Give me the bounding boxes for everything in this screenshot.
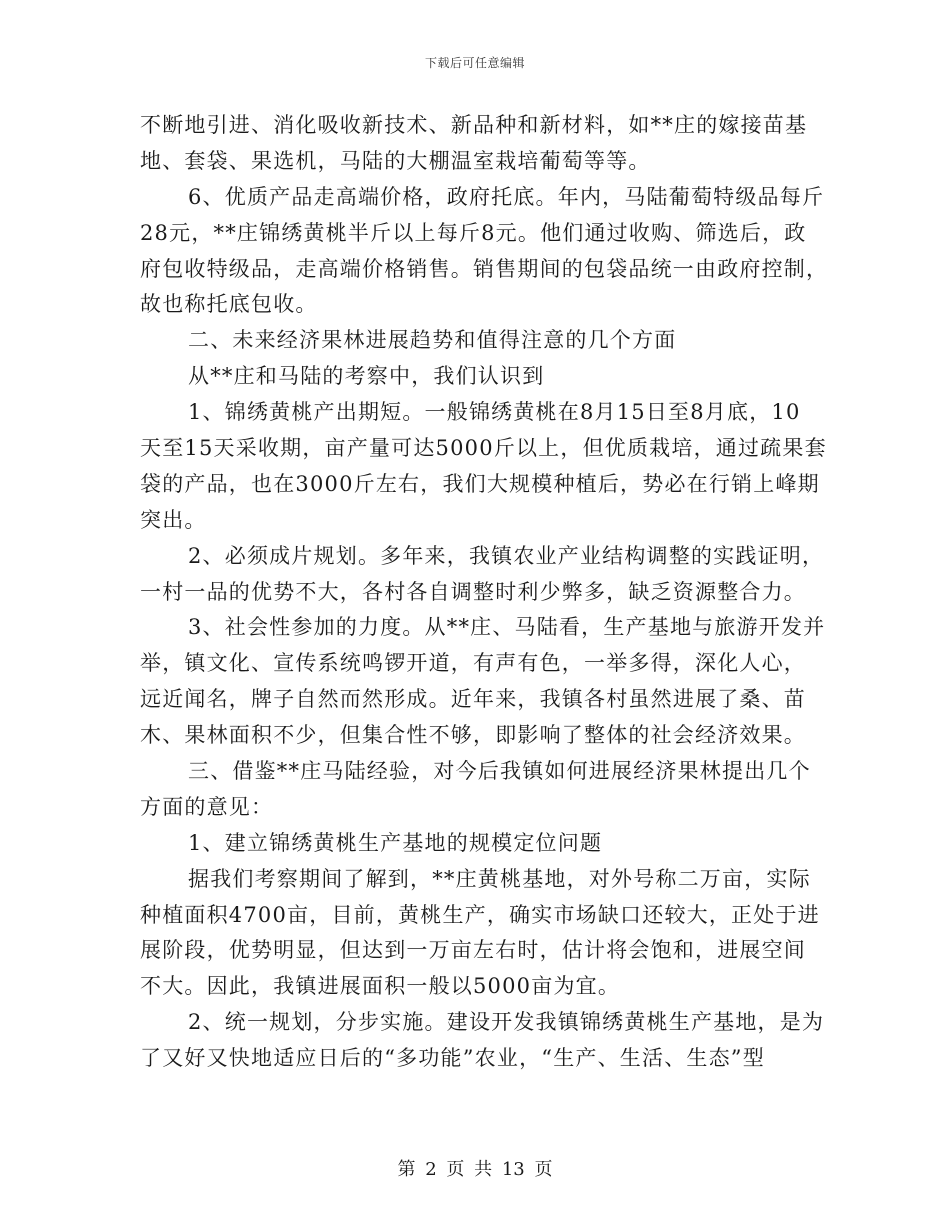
text-line: 一村一品的优势不大，各村各自调整时利少弊多，缺乏资源整合力。 bbox=[140, 579, 806, 604]
page-header: 下载后可任意编辑 bbox=[424, 56, 525, 70]
text-line: 三、借鉴**庄马陆经验，对今后我镇如何进展经济果林提出几个 bbox=[188, 759, 811, 784]
text-line: 故也称托底包收。 bbox=[140, 292, 318, 317]
text-line: 28元，**庄锦绣黄桃半斤以上每斤8元。他们通过收购、筛选后，政 bbox=[140, 220, 807, 245]
text-line: 从**庄和马陆的考察中，我们认识到 bbox=[188, 364, 545, 389]
text-line: 二、未来经济果林进展趋势和值得注意的几个方面 bbox=[188, 328, 677, 353]
document-body bbox=[140, 108, 829, 1077]
text-line: 据我们考察期间了解到，**庄黄桃基地，对外号称二万亩，实际 bbox=[188, 866, 811, 891]
text-line: 1、锦绣黄桃产出期短。一般锦绣黄桃在8月15日至8月底，10 bbox=[188, 400, 801, 425]
text-line: 方面的意见： bbox=[140, 794, 274, 819]
page-footer: 第 2 页 共 13 页 bbox=[397, 1159, 553, 1180]
text-line: 2、统一规划，分步实施。建设开发我镇锦绣黄桃生产基地，是为 bbox=[188, 1010, 825, 1035]
text-line: 1、建立锦绣黄桃生产基地的规模定位问题 bbox=[188, 830, 603, 855]
text-line: 袋的产品，也在3000斤左右，我们大规模种植后，势必在行销上峰期 bbox=[140, 471, 820, 496]
text-line: 突出。 bbox=[140, 507, 207, 532]
text-line: 3、社会性参加的力度。从**庄、马陆看，生产基地与旅游开发并 bbox=[188, 615, 826, 640]
text-line: 了又好又快地适应日后的“多功能”农业，“生产、生活、生态”型 bbox=[140, 1046, 765, 1071]
text-line: 6、优质产品走高端价格，政府托底。年内，马陆葡萄特级品每斤 bbox=[188, 184, 825, 209]
text-line: 地、套袋、果选机，马陆的大棚温室栽培葡萄等等。 bbox=[140, 148, 651, 173]
text-line: 不大。因此，我镇进展面积一般以5000亩为宜。 bbox=[140, 974, 621, 999]
text-line: 种植面积4700亩，目前，黄桃生产，确实市场缺口还较大，正处于进 bbox=[140, 902, 820, 927]
text-line: 府包收特级品，走高端价格销售。销售期间的包袋品统一由政府控制， bbox=[140, 256, 829, 281]
text-line: 2、必须成片规划。多年来，我镇农业产业结构调整的实践证明， bbox=[188, 543, 825, 568]
text-line: 展阶段，优势明显，但达到一万亩左右时，估计将会饱和，进展空间 bbox=[140, 938, 806, 963]
text-line: 举，镇文化、宣传系统鸣锣开道，有声有色，一举多得，深化人心， bbox=[140, 651, 806, 676]
text-line: 木、果林面积不少，但集合性不够，即影响了整体的社会经济效果。 bbox=[140, 723, 806, 748]
text-line: 远近闻名，牌子自然而然形成。近年来，我镇各村虽然进展了桑、苗 bbox=[140, 687, 806, 712]
text-line: 不断地引进、消化吸收新技术、新品种和新材料，如**庄的嫁接苗基 bbox=[140, 113, 808, 137]
text-line: 天至15天采收期，亩产量可达5000斤以上，但优质栽培，通过疏果套 bbox=[140, 436, 827, 461]
